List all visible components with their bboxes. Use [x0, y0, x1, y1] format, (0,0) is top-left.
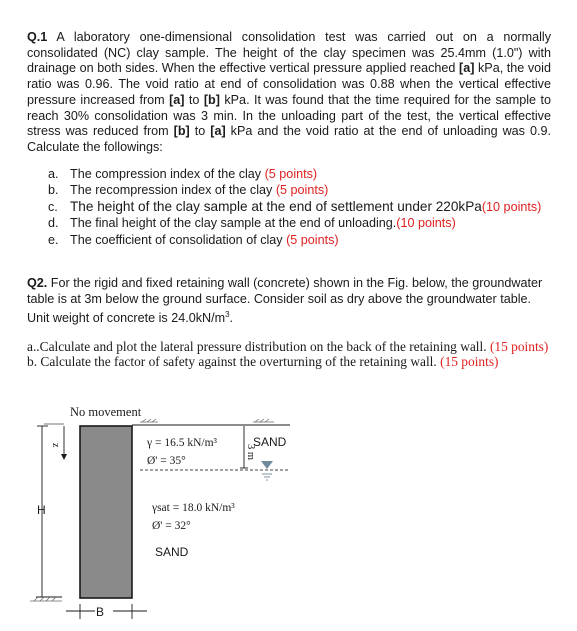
q1-text-5: to [189, 124, 211, 139]
question-2-statement [27, 276, 551, 327]
subpart-marker: e. [48, 232, 59, 247]
b-label: B [96, 605, 105, 619]
question-1-number: Q.1 [27, 30, 48, 44]
q1-text-4: kPa. It was found that the time required for the sample to reach 30% consolidation was 3 min. In the unloading part of the test, the vertical effective stress was reduced from [27, 92, 551, 139]
z-dimension [50, 426, 67, 460]
sand-bottom-label: SAND [155, 545, 189, 559]
base-hatch [30, 597, 62, 601]
points-label: (10 points) [481, 199, 542, 214]
var-b: [b] [203, 92, 220, 107]
h-dimension [36, 426, 62, 597]
var-a: [a] [459, 61, 475, 76]
subpart-marker: a. [48, 167, 59, 181]
points-label: (15 points) [440, 354, 499, 370]
subpart-marker: c. [48, 199, 58, 214]
var-a: [a] [169, 92, 185, 107]
no-movement-label: No movement [70, 405, 142, 419]
retaining-wall [80, 426, 132, 598]
superscript: 3 [225, 310, 230, 320]
z-label: z [50, 443, 61, 448]
q2-subpart-b [27, 354, 551, 369]
points-label: (5 points) [264, 167, 318, 181]
subpart-text: b. Calculate the factor of safety against the overturning of the retaining wall. [27, 354, 441, 370]
subpart-marker: b. [48, 183, 59, 198]
subpart-item [48, 199, 558, 215]
q1-text-2: kPa, the void ratio was 0.96. The void ratio at end of consolidation was 0.88 when the vertical effective pressure increased from [27, 61, 551, 107]
phi-bottom-label: Ø' = 32° [152, 520, 191, 532]
question-2-number: Q2. [27, 276, 48, 290]
points-label: (5 points) [286, 232, 339, 247]
points-label: (10 points) [396, 216, 456, 231]
points-label: (15 points) [489, 339, 549, 354]
q2-intro-text: For the rigid and fixed retaining wall (concrete) shown in the Fig. below, the groundwater table is at 3m below the ground surface. Consider soil as dry above the groundwater table. Unit weight of concrete is 24.0kN/m [27, 276, 543, 326]
subpart-item [48, 182, 558, 198]
subpart-item [48, 215, 558, 231]
subpart-text: The recompression index of the clay [70, 183, 276, 198]
var-b: [b] [173, 124, 190, 139]
subpart-marker: d. [48, 216, 59, 231]
subpart-item [48, 232, 558, 248]
q2-intro-end: . [229, 311, 234, 326]
question-1-statement [27, 30, 551, 156]
points-label: (5 points) [275, 183, 329, 198]
subpart-text: The coefficient of consolidation of clay [70, 232, 287, 247]
subpart-text: The compression index of the clay [70, 167, 265, 181]
h-label: H [37, 503, 46, 517]
subpart-text: The height of the clay sample at the end of settlement under 220kPa [70, 198, 482, 214]
question-1-subparts [48, 166, 558, 248]
q1-text-6: kPa and the void ratio at the end of unloading was 0.9. Calculate the followings: [27, 124, 551, 154]
question-1 [27, 30, 551, 156]
subpart-text: a..Calculate and plot the lateral pressure distribution on the back of the retaining wall. [27, 339, 490, 354]
q1-text-1: A laboratory one-dimensional consolidation test was carried out on a normally consolidated (NC) clay sample. The height of the clay specimen was 25.4mm (1.0") with drainage on both sides. When the effective vertical pressure applied reached [27, 30, 551, 76]
water-table-icon [261, 461, 273, 469]
subpart-item [48, 166, 558, 182]
q1-text-3: to [184, 92, 204, 107]
q2-subpart-a [27, 339, 551, 354]
retaining-wall-figure [0, 398, 330, 628]
phi-top-label: Ø' = 35° [147, 455, 186, 467]
ground-surface-hatch [132, 419, 290, 425]
subpart-text: The final height of the clay sample at the end of unloading. [70, 216, 397, 231]
question-2-subparts [27, 339, 551, 369]
gamma-sat-label: γsat = 18.0 kN/m³ [152, 502, 235, 514]
sand-top-label: SAND [253, 435, 287, 449]
var-a: [a] [210, 124, 226, 139]
b-dimension [66, 604, 147, 619]
depth-label: 3 m [245, 444, 256, 461]
gamma-top-label: γ = 16.5 kN/m³ [147, 437, 217, 449]
